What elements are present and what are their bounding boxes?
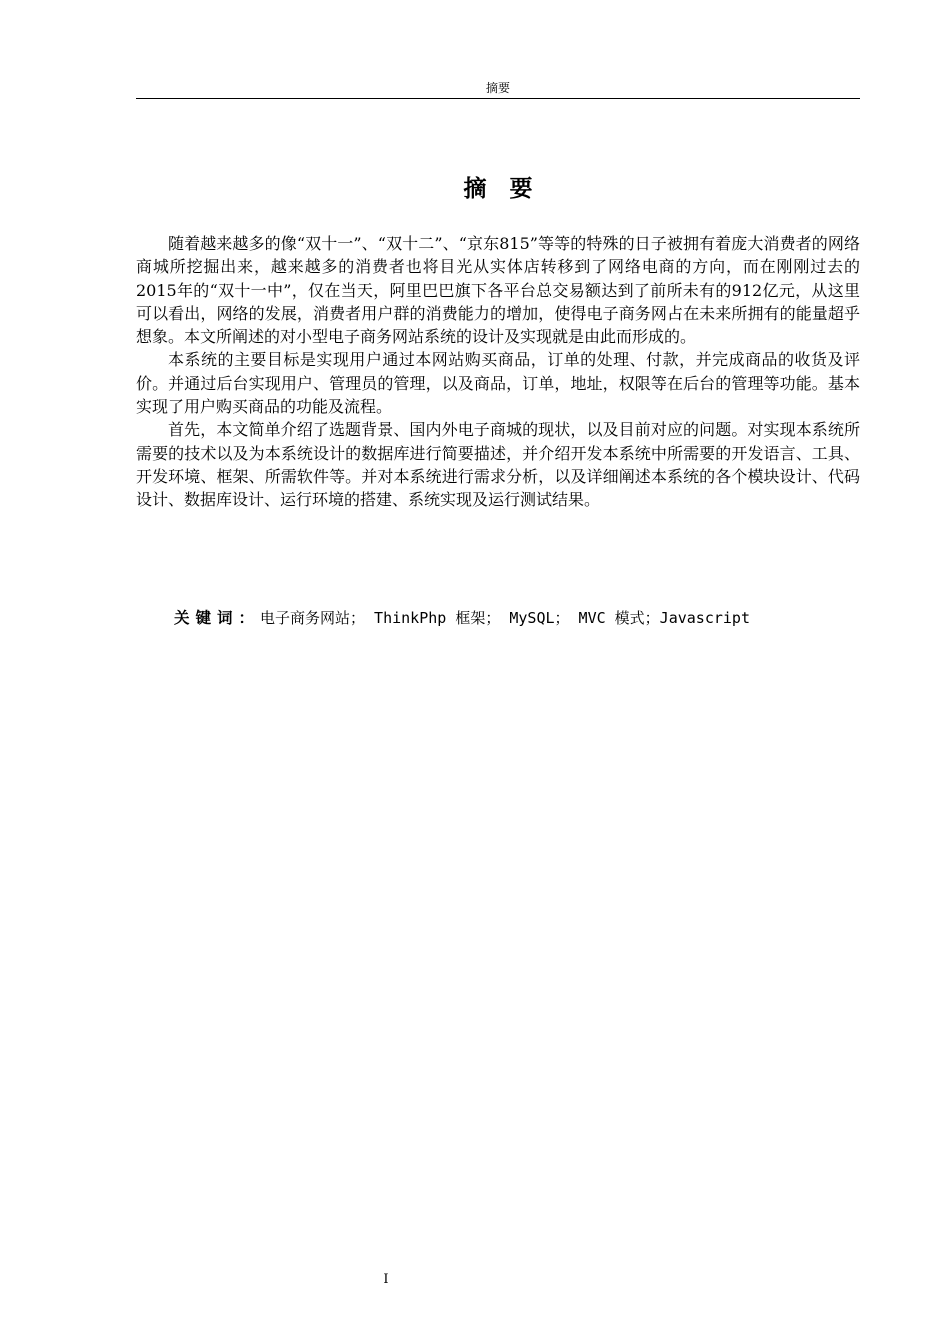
abstract-paragraph-1: 随着越来越多的像“双十一”、“双十二”、“京东815”等等的特殊的日子被拥有着庞大消费者的网络商城所挖掘出来，越来越多的消费者也将目光从实体店转移到了网络电商的方向，而在刚刚过去的2015年的“双十一中”，仅在当天，阿里巴巴旗下各平台总交易额达到了前所未有的912亿元，从这里可以看出，网络的发展，消费者用户群的消费能力的增加，使得电子商务网占在未来所拥有的能量超乎想象。本文所阐述的对小型电子商务网站系统的设计及实现就是由此而形成的。 <box>136 234 860 347</box>
abstract-body <box>136 232 860 512</box>
header-rule <box>136 98 860 99</box>
keywords-values: 电子商务网站； ThinkPhp 框架； MySQL； MVC 模式；Javascript <box>260 609 750 627</box>
page-number: I <box>383 1272 389 1287</box>
running-header: 摘要 <box>485 81 510 95</box>
keywords-line <box>136 606 860 630</box>
abstract-paragraph-2: 本系统的主要目标是实现用户通过本网站购买商品，订单的处理、付款，并完成商品的收货及评价。并通过后台实现用户、管理员的管理，以及商品，订单，地址，权限等在后台的管理等功能。基本实现了用户购买商品的功能及流程。 <box>136 350 860 417</box>
abstract-title: 摘 要 <box>463 176 533 202</box>
keywords-label: 关键词： <box>174 609 261 627</box>
abstract-paragraph-3: 首先，本文简单介绍了选题背景、国内外电子商城的现状，以及目前对应的问题。对实现本系统所需要的技术以及为本系统设计的数据库进行简要描述，并介绍开发本系统中所需要的开发语言、工具、开发环境、框架、所需软件等。并对本系统进行需求分析，以及详细阐述本系统的各个模块设计、代码设计、数据库设计、运行环境的搭建、系统实现及运行测试结果。 <box>136 420 860 510</box>
